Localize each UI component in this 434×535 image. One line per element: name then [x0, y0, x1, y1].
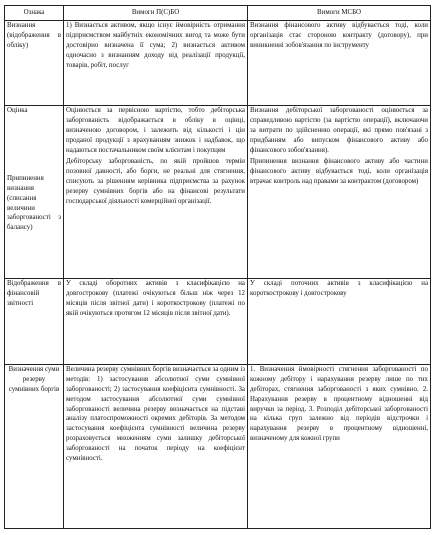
- cell-ms-measurement-and-derecognition: [248, 105, 431, 278]
- cell-ps-allowance: Величина резерву сумнівних боргів визначається за одним із методів: 1) застосування абсолютної суми сумнівної заборгованості; 2) застосування коефіцієнта сумнівності. За методом застосування абсолютної суми сумнівної заборгованості величина резерву визначається на підставі аналізу платоспроможності окремих дебіторів. За методом застосування коефіцієнта сумнівності величина резерву розраховується множенням суми залишку дебіторської заборгованості на початок періоду на коефіцієнт сумнівності.: [64, 364, 248, 528]
- row-label-allowance: Визначення суми резерву сумнівних боргів: [5, 364, 64, 528]
- cell-ms-measurement: Визнання дебіторської заборгованості оцінюється за справедливою вартістю (за вартістю операції), включаючи за витрати по здійсненню операції, які прямо пов'язані з придбанням або випуском фінансового активу або фінансового зобов'язання).: [250, 106, 428, 154]
- cell-ms-derecognition: Припинення визнання фінансового активу або частини фінансового активу відбувається тоді, коли організація втрачає контроль над правами за контрактом (договором): [250, 158, 428, 186]
- cell-ps-reporting: У складі оборотних активів з класифікацією на довгострокову (платежі очікуються більш ніж через 12 місяців після звітної дати) і короткострокову (платежі по якій очікуються протягом 12 місяців після звітної дати).: [64, 278, 248, 364]
- row-label-reporting: Відображення в фінансовій звітності: [5, 278, 64, 364]
- cell-ps-derecognition: Дебіторську заборгованість, по якій пройшов термін позовної давності, або борги, не реальні для стягнення, списують за рішенням керівника підприємства за рахунок резерву сумнівних боргів або на фінансові результати господарської діяльності комерційної організації.: [66, 158, 245, 206]
- cell-ps-recognition: 1) Визнається активом, якщо існує ймовірність отримання підприємством майбутніх економічних вигод та може бути достовірно визначена її сума; 2) визнається активом одночасно з визнанням доходу від реалізації продукції, товарів, робіт, послуг: [64, 20, 248, 105]
- table-row: [5, 20, 431, 105]
- cell-ms-reporting: У складі поточних активів з класифікацією на короткострокову і довгострокову: [248, 278, 431, 364]
- table-header-row: [5, 6, 431, 21]
- cell-ps-measurement-and-derecognition: [64, 105, 248, 278]
- row-label-measurement: Оцінка: [7, 106, 28, 114]
- row-label-recognition: Визнання (відображення в обліку): [5, 20, 64, 105]
- header-criterion: Ознака: [5, 6, 64, 21]
- header-msbo: Вимоги МСБО: [248, 6, 431, 21]
- table-row: [5, 105, 431, 278]
- row-label-measurement-and-derecognition: [5, 105, 64, 278]
- header-ps-bo: Вимоги П(С)БО: [64, 6, 248, 21]
- table-row: [5, 278, 431, 364]
- row-label-derecognition: Припинення визнання (списання величини заборгованості з балансу): [7, 174, 61, 232]
- cell-ms-recognition: Визнання фінансового активу відбувається тоді, коли організація стає стороною контракту (договору), при виникненні зобов'язання по інструменту: [248, 20, 431, 105]
- cell-ms-allowance: 1. Визначення ймовірності стягнення заборгованості по кожному дебітору і нарахування резерву лише по тих дебіторах, стягнення заборгованості з яких сумнівно. 2. Нарахування резерву в процентному відношенні від виручки за період. 3. Розподіл дебіторської заборгованості на кілька груп залежно від періодів відстрочки і нарахування резерву в процентному відношенні, визначеному для кожної групи: [248, 364, 431, 528]
- comparison-table: [4, 5, 431, 529]
- cell-ps-measurement: Оцінюється за первісною вартістю, тобто дебіторська заборгованість відображається в обліку в оцінці, визначеною договором, і залежить від кількості і цін проданої продукції з врахуванням знижок і надбавок, що надаються постачальником своїм клієнтам і покупцям: [66, 106, 245, 154]
- table-row: [5, 364, 431, 528]
